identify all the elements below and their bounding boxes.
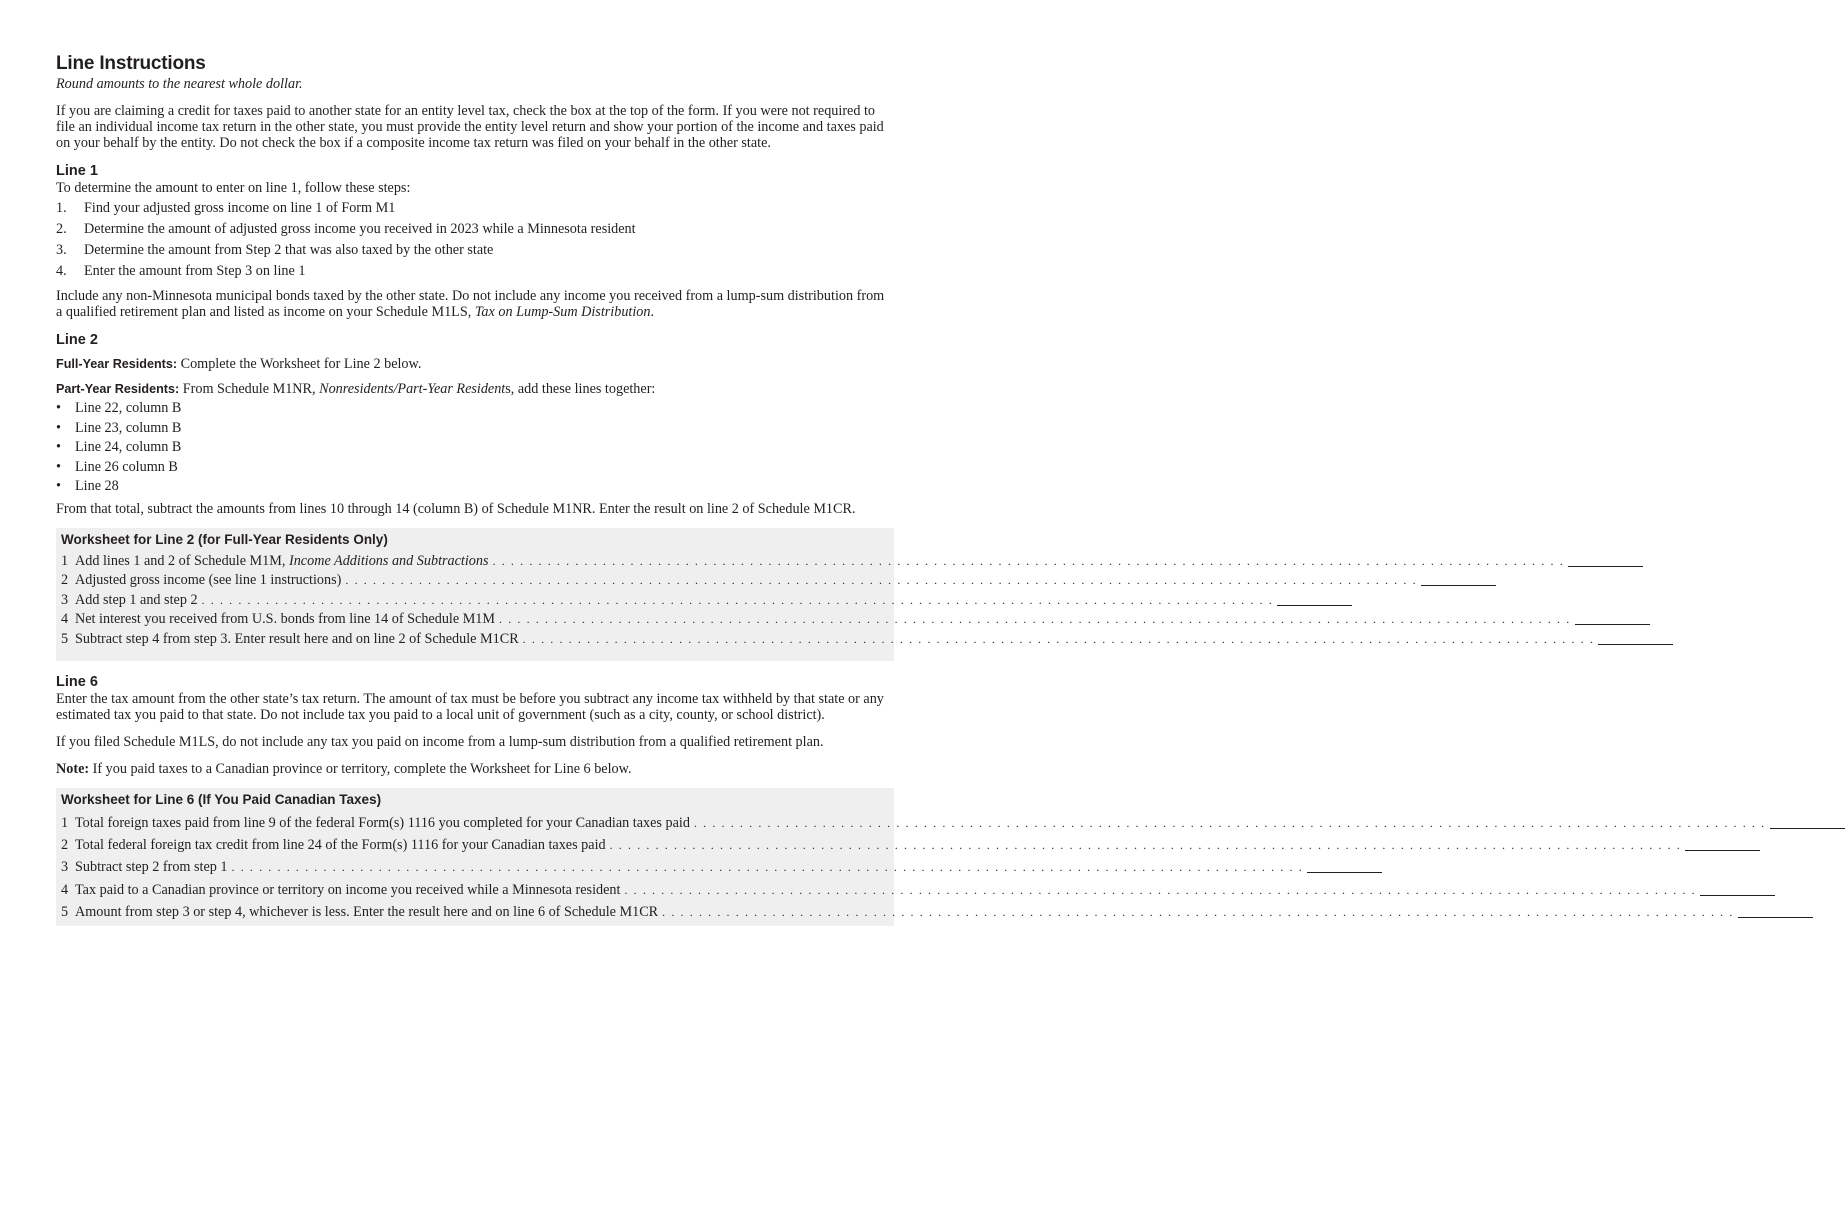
line1-note: Include any non-Minnesota municipal bonds taxed by the other state. Do not include any income you received from a lump-sum distribution from a qualified retirement plan and listed as income on your Schedule M1LS, Tax on Lump-Sum Distribution. [56, 288, 885, 320]
line6-heading: Line 6 [56, 673, 98, 690]
full-year-residents-text: Full-Year Residents: Complete the Worksheet for Line 2 below. [56, 356, 422, 372]
bullet-icon: • [56, 400, 61, 416]
list-item [56, 263, 894, 279]
worksheet-row: 1 Total foreign taxes paid from line 9 of the federal Form(s) 1116 you completed for your Canadian taxes paid . . . . . . . . . . . . . . . . . . . . . . . . . . . . . . . . . . . . . . . . . . . . . . . . . . . . . . . . . . . . . . . . . . . . . . . . . . . . . . . . . . . . . . . . . . . . . . . . . . . . . . . . . . . . . . . . . . . . . [61, 809, 884, 831]
worksheet-row: 5 Amount from step 3 or step 4, whichever is less. Enter the result here and on line 6 of Schedule M1CR . . . . . . . . . . . . . . . . . . . . . . . . . . . . . . . . . . . . . . . . . . . . . . . . . . . . . . . . . . . . . . . . . . . . . . . . . . . . . . . . . . . . . . . . . . . . . . . . . . . . . . . . . . . . . . . . . . . . . [61, 898, 884, 920]
amount-field[interactable] [1421, 571, 1496, 586]
line1-heading: Line 1 [56, 163, 98, 179]
amount-field[interactable] [1307, 858, 1382, 873]
worksheet-row: 1 Add lines 1 and 2 of Schedule M1M, Income Additions and Subtractions . . . . . . . . . . . . . . . . . . . . . . . . . . . . . . . . . . . . . . . . . . . . . . . . . . . . . . . . . . . . . . . . . . . . . . . . . . . . . . . . . . . . . . . . . . . . . . . . . . . . . . . . . . . . . . . . . . . . . [61, 549, 884, 569]
line2-section [56, 331, 894, 517]
step-text: Find your adjusted gross income on line 1 of Form M1 [84, 200, 396, 216]
worksheet-row: 2 Adjusted gross income (see line 1 instructions) . . . . . . . . . . . . . . . . . . . . . . . . . . . . . . . . . . . . . . . . . . . . . . . . . . . . . . . . . . . . . . . . . . . . . . . . . . . . . . . . . . . . . . . . . . . . . . . . . . . . . . . . . . . . . . . . . . . . . [61, 569, 884, 589]
intro-paragraph: If you are claiming a credit for taxes paid to another state for an entity level tax, check the box at the top of the form. If you were not required to file an individual income tax return in the other state, you must provide the entity level return and show your portion of the income and taxes paid on your behalf by the entity. Do not check the box if a composite income tax return was filed on your behalf in the other state. [56, 103, 884, 151]
part-year-label: Part-Year Residents: [56, 382, 180, 396]
line6-paragraph-1: Enter the tax amount from the other state’s tax return. The amount of tax must be before you subtract any income tax withheld by that state or any estimated tax you paid to that state. Do not include tax you paid to a local unit of government (such as a city, county, or school district). [56, 690, 884, 723]
worksheet-line2 [56, 528, 1595, 661]
amount-field[interactable] [1770, 814, 1845, 829]
instructions-page [56, 52, 1766, 926]
list-item [56, 242, 894, 258]
step-number: 2. [56, 221, 67, 237]
step-text: Determine the amount of adjusted gross income you received in 2023 while a Minnesota resident [84, 221, 636, 237]
line1-steps [56, 200, 894, 279]
line2-closing: From that total, subtract the amounts from lines 10 through 14 (column B) of Schedule M1NR. Enter the result on line 2 of Schedule M1CR. [56, 501, 856, 517]
amount-field[interactable] [1738, 903, 1813, 918]
line6-section [56, 673, 894, 777]
step-number: 4. [56, 263, 67, 279]
amount-field[interactable] [1568, 552, 1643, 567]
step-text: Determine the amount from Step 2 that was also taxed by the other state [84, 242, 494, 258]
worksheet-line2-title: Worksheet for Line 2 (for Full-Year Residents Only) [61, 532, 388, 547]
amount-field[interactable] [1700, 881, 1775, 896]
page-subtitle: Round amounts to the nearest whole dollar. [56, 76, 303, 92]
amount-field[interactable] [1277, 591, 1352, 606]
line6-note: Note: If you paid taxes to a Canadian province or territory, complete the Worksheet for Line 6 below. [56, 760, 632, 777]
worksheet-row: 2 Total federal foreign tax credit from line 24 of the Form(s) 1116 for your Canadian taxes paid . . . . . . . . . . . . . . . . . . . . . . . . . . . . . . . . . . . . . . . . . . . . . . . . . . . . . . . . . . . . . . . . . . . . . . . . . . . . . . . . . . . . . . . . . . . . . . . . . . . . . . . . . . . . . . . . . . . . . [61, 831, 884, 853]
worksheet-line6-title: Worksheet for Line 6 (If You Paid Canadian Taxes) [61, 791, 382, 807]
list-item: • Line 23, column B [56, 419, 182, 436]
bullet-icon: • [56, 439, 61, 455]
bullet-icon: • [56, 478, 61, 494]
list-item [56, 221, 894, 237]
list-item: • Line 28 [56, 478, 119, 494]
step-number: 3. [56, 242, 67, 258]
amount-field[interactable] [1685, 836, 1760, 851]
part-year-lines-list [56, 400, 894, 494]
step-number: 1. [56, 200, 67, 216]
worksheet-row: 3 Subtract step 2 from step 1 . . . . . . . . . . . . . . . . . . . . . . . . . . . . . . . . . . . . . . . . . . . . . . . . . . . . . . . . . . . . . . . . . . . . . . . . . . . . . . . . . . . . . . . . . . . . . . . . . . . . . . . . . . . . . . . . . . . . . [61, 853, 884, 875]
line1-section [56, 162, 894, 320]
amount-field[interactable] [1598, 630, 1673, 645]
list-item: • Line 22, column B [56, 400, 182, 416]
part-year-residents-text: Part-Year Residents: From Schedule M1NR, Nonresidents/Part-Year Residents, add these lines together: [56, 381, 656, 397]
worksheet-line6 [56, 788, 1766, 926]
full-year-label: Full-Year Residents: [56, 357, 178, 371]
bullet-icon: • [56, 419, 61, 436]
note-label: Note: [56, 760, 90, 777]
amount-field[interactable] [1575, 610, 1650, 625]
worksheet-row: 3 Add step 1 and step 2 . . . . . . . . . . . . . . . . . . . . . . . . . . . . . . . . . . . . . . . . . . . . . . . . . . . . . . . . . . . . . . . . . . . . . . . . . . . . . . . . . . . . . . . . . . . . . . . . . . . . . . . . . . . . . . . . . . . . . [61, 588, 884, 608]
line6-paragraph-2: If you filed Schedule M1LS, do not include any tax you paid on income from a lump-sum distribution from a qualified retirement plan. [56, 733, 824, 750]
line2-heading: Line 2 [56, 332, 98, 348]
list-item [56, 200, 894, 216]
list-item: • Line 24, column B [56, 439, 182, 455]
bullet-icon: • [56, 458, 61, 475]
worksheet-row: 4 Net interest you received from U.S. bonds from line 14 of Schedule M1M . . . . . . . . . . . . . . . . . . . . . . . . . . . . . . . . . . . . . . . . . . . . . . . . . . . . . . . . . . . . . . . . . . . . . . . . . . . . . . . . . . . . . . . . . . . . . . . . . . . . . . . . . . . . . . . . . . . . . [61, 608, 884, 628]
list-item: • Line 26 column B [56, 458, 178, 475]
line1-lead: To determine the amount to enter on line 1, follow these steps: [56, 180, 411, 196]
worksheet-row: 4 Tax paid to a Canadian province or territory on income you received while a Minnesota resident . . . . . . . . . . . . . . . . . . . . . . . . . . . . . . . . . . . . . . . . . . . . . . . . . . . . . . . . . . . . . . . . . . . . . . . . . . . . . . . . . . . . . . . . . . . . . . . . . . . . . . . . . . . . . . . . . . . . . [61, 875, 884, 897]
step-text: Enter the amount from Step 3 on line 1 [84, 263, 306, 279]
worksheet-row: 5 Subtract step 4 from step 3. Enter result here and on line 2 of Schedule M1CR . . . . . . . . . . . . . . . . . . . . . . . . . . . . . . . . . . . . . . . . . . . . . . . . . . . . . . . . . . . . . . . . . . . . . . . . . . . . . . . . . . . . . . . . . . . . . . . . . . . . . . . . . . . . . . . . . . . . . [61, 627, 884, 647]
page-title: Line Instructions [56, 53, 206, 74]
